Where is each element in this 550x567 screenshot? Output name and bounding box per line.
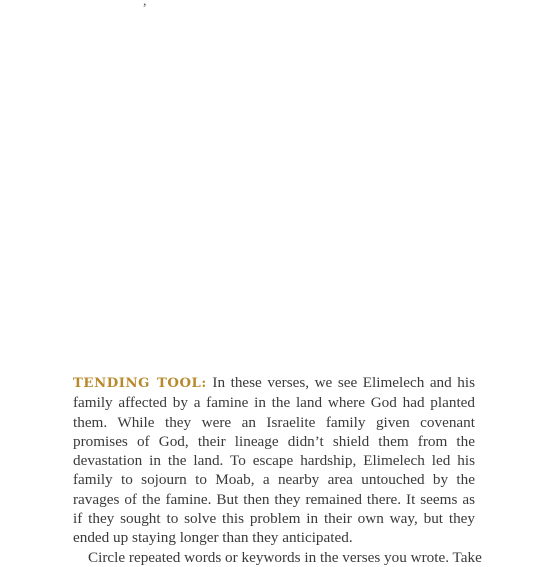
- tending-tool-label: TENDING TOOL:: [73, 376, 207, 391]
- tending-tool-paragraph: [73, 373, 475, 548]
- top-text-fragment: ,: [143, 0, 147, 9]
- tending-tool-section: [73, 373, 482, 567]
- tending-tool-text: In these verses, we see Elimelech and his family affected by a famine in the land where God had planted them. While they were an Israelite family given covenant promises of God, their lineage didn’t shield them from the devastation in the land. To escape hardship, Elimelech led his family to sojourn to Moab, a nearby area untouched by the ravages of the famine. But then they remained there. It seems as if they sought to solve this problem in their own way, but they ended up staying longer than they anticipated.: [73, 374, 475, 547]
- instruction-paragraph: Circle repeated words or keywords in the verses you wrote. Take: [88, 548, 482, 566]
